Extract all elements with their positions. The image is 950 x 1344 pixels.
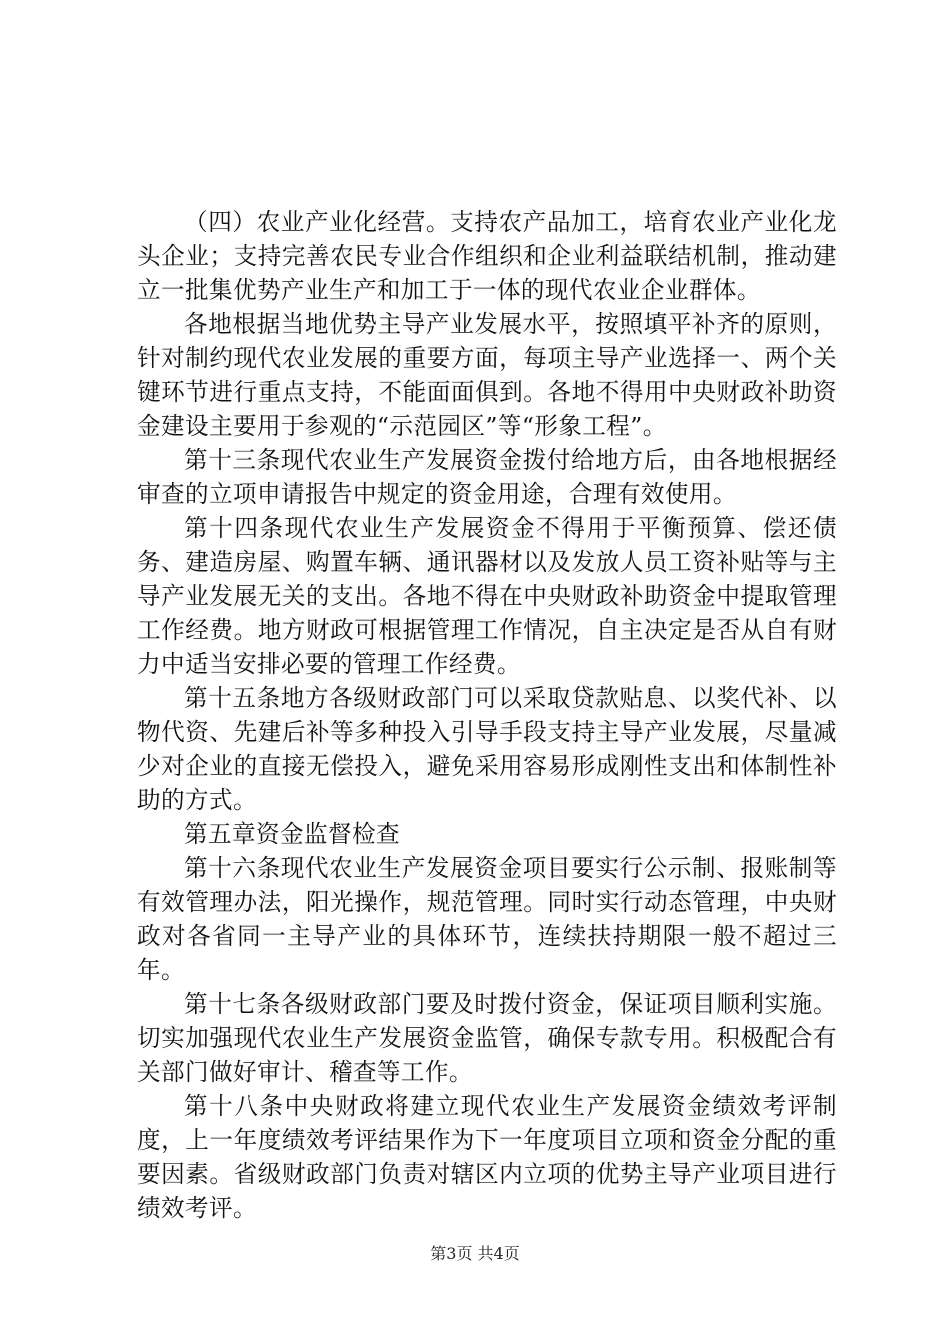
paragraph-article-17: 第十七条各级财政部门要及时拨付资金，保证项目顺利实施。切实加强现代农业生产发展资金监管，确保专款专用。积极配合有关部门做好审计、稽查等工作。 — [137, 990, 837, 1086]
paragraph-local-support: 各地根据当地优势主导产业发展水平，按照填平补齐的原则，针对制约现代农业发展的重要方面，每项主导产业选择一、两个关键环节进行重点支持，不能面面俱到。各地不得用中央财政补助资金建设主要用于参观的“示范园区”等“形象工程”。 — [137, 310, 837, 440]
paragraph-article-16: 第十六条现代农业生产发展资金项目要实行公示制、报账制等有效管理办法，阳光操作，规范管理。同时实行动态管理，中央财政对各省同一主导产业的具体环节，连续扶持期限一般不超过三年。 — [137, 854, 837, 984]
paragraph-article-13: 第十三条现代农业生产发展资金拨付给地方后，由各地根据经审查的立项申请报告中规定的资金用途，合理有效使用。 — [137, 446, 837, 508]
paragraph-agri-industrialization: （四）农业产业化经营。支持农产品加工，培育农业产业化龙头企业；支持完善农民专业合作组织和企业利益联结机制，推动建立一批集优势产业生产和加工于一体的现代农业企业群体。 — [137, 208, 837, 304]
page-number-footer: 第3页 共4页 — [430, 1244, 520, 1263]
chapter-heading-5: 第五章资金监督检查 — [184, 820, 400, 848]
paragraph-article-18: 第十八条中央财政将建立现代农业生产发展资金绩效考评制度，上一年度绩效考评结果作为下一年度项目立项和资金分配的重要因素。省级财政部门负责对辖区内立项的优势主导产业项目进行绩效考评。 — [137, 1092, 837, 1222]
document-body — [137, 205, 837, 1225]
paragraph-article-14: 第十四条现代农业生产发展资金不得用于平衡预算、偿还债务、建造房屋、购置车辆、通讯器材以及发放人员工资补贴等与主导产业发展无关的支出。各地不得在中央财政补助资金中提取管理工作经费。地方财政可根据管理工作情况，自主决定是否从自有财力中适当安排必要的管理工作经费。 — [137, 514, 837, 678]
paragraph-article-15: 第十五条地方各级财政部门可以采取贷款贴息、以奖代补、以物代资、先建后补等多种投入引导手段支持主导产业发展，尽量减少对企业的直接无偿投入，避免采用容易形成刚性支出和体制性补助的方式。 — [137, 684, 837, 814]
